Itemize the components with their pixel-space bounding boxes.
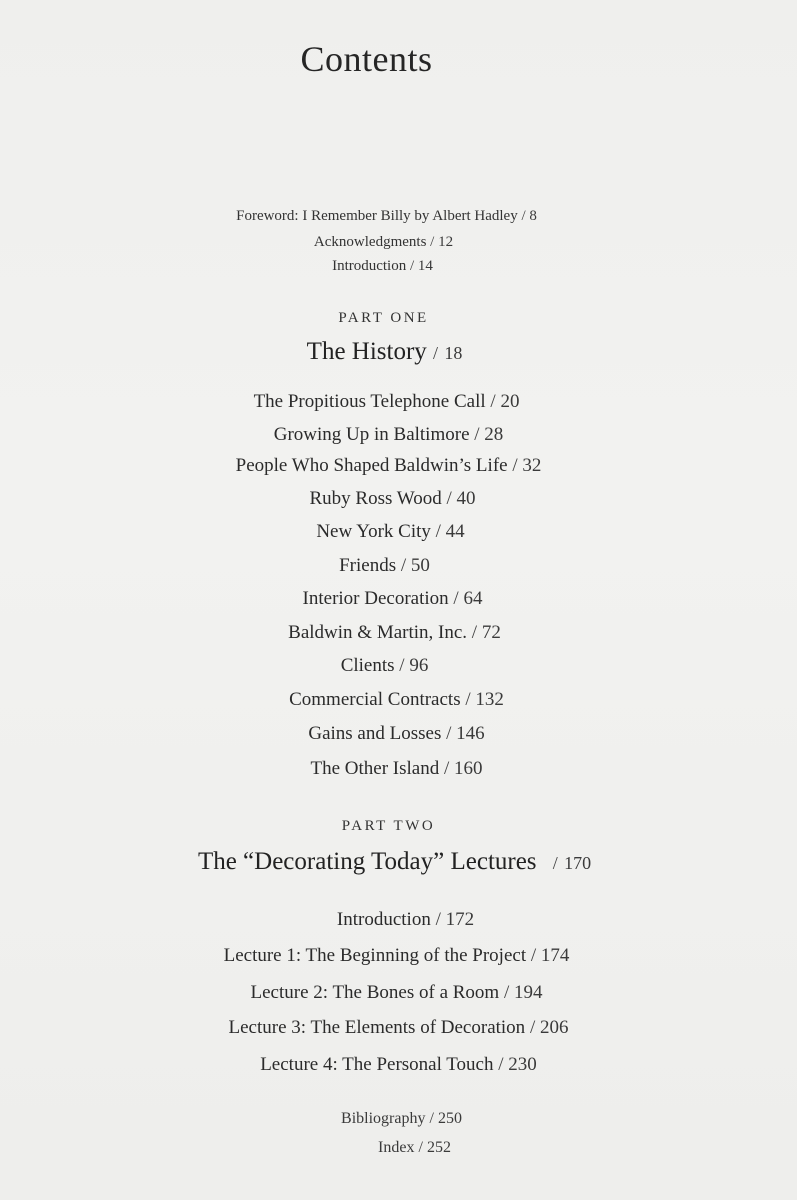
entry-label: Ruby Ross Wood xyxy=(309,488,442,509)
entry-separator: / xyxy=(521,208,526,224)
entry-separator: / xyxy=(435,909,441,930)
entry-separator: / xyxy=(409,258,415,274)
part-one-label: PART ONE xyxy=(338,310,429,326)
entry-page: 28 xyxy=(484,424,504,445)
entry-label: Growing Up in Baltimore xyxy=(273,424,470,445)
entry-label: Foreword: I Remember Billy by Albert Hadley xyxy=(236,208,518,224)
entry-separator: / xyxy=(474,424,480,445)
entry-page: 250 xyxy=(437,1110,462,1127)
toc-entry xyxy=(0,1017,797,1039)
part-one-title: The History xyxy=(306,338,427,365)
entry-label: Lecture 1: The Beginning of the Project xyxy=(223,945,527,966)
entry-page: 14 xyxy=(417,258,433,274)
entry-page: 8 xyxy=(529,208,537,224)
entry-separator: / xyxy=(446,488,452,509)
toc-entry xyxy=(0,689,795,711)
entry-separator: / xyxy=(429,1110,434,1127)
entry-page: 40 xyxy=(456,488,476,509)
entry-page: 72 xyxy=(481,622,501,643)
entry-separator: / xyxy=(400,555,407,576)
part-two-page: 170 xyxy=(564,853,592,873)
toc-entry xyxy=(0,391,785,413)
entry-page: 172 xyxy=(445,909,475,930)
entry-label: Baldwin & Martin, Inc. xyxy=(288,622,468,643)
entry-page: 252 xyxy=(426,1139,451,1156)
toc-entry xyxy=(0,588,791,610)
entry-page: 160 xyxy=(454,758,483,779)
entry-separator: / xyxy=(418,1139,423,1156)
entry-label: Clients xyxy=(340,655,395,676)
entry-page: 132 xyxy=(475,689,504,710)
entry-page: 230 xyxy=(508,1054,537,1075)
toc-entry xyxy=(0,521,789,543)
toc-entry xyxy=(0,424,787,446)
entry-page: 96 xyxy=(409,655,429,676)
entry-label: New York City xyxy=(316,521,431,542)
part-one-heading xyxy=(0,338,783,366)
entry-separator: / xyxy=(512,455,518,476)
entry-label: Interior Decoration xyxy=(302,588,449,609)
entry-label: The Propitious Telephone Call xyxy=(253,391,486,412)
entry-page: 50 xyxy=(410,555,430,576)
toc-entry xyxy=(0,1054,797,1076)
entry-separator: / xyxy=(435,521,441,542)
entry-page: 146 xyxy=(456,723,485,744)
entry-label: Lecture 3: The Elements of Decoration xyxy=(228,1017,526,1038)
toc-entry-bibliography xyxy=(3,1110,797,1128)
entry-label: Acknowledgments xyxy=(313,234,427,250)
part-one-page: 18 xyxy=(444,343,463,363)
entry-separator: / xyxy=(471,622,478,643)
toc-entry-introduction xyxy=(0,258,781,275)
entry-page: 206 xyxy=(539,1017,569,1038)
entry-separator: / xyxy=(399,655,405,676)
toc-entry-index xyxy=(16,1139,797,1157)
entry-label: Index xyxy=(378,1139,415,1156)
entry-label: Gains and Losses xyxy=(308,723,442,744)
entry-page: 32 xyxy=(522,455,542,476)
entry-separator: / xyxy=(443,758,450,779)
entry-page: 20 xyxy=(500,391,520,412)
toc-entry xyxy=(0,455,787,477)
toc-entry xyxy=(0,655,783,677)
entry-label: Introduction xyxy=(332,258,407,274)
entry-separator: / xyxy=(433,343,439,363)
toc-entry xyxy=(7,909,797,931)
part-two-heading xyxy=(0,848,793,876)
entry-page: 174 xyxy=(540,945,570,966)
toc-entry-foreword xyxy=(0,208,785,225)
toc-entry xyxy=(0,622,793,644)
entry-label: The Other Island xyxy=(310,758,440,779)
toc-entry xyxy=(0,488,791,510)
toc-entry xyxy=(0,723,795,745)
entry-separator: / xyxy=(430,234,435,250)
entry-label: Bibliography xyxy=(341,1110,426,1127)
toc-entry xyxy=(0,758,795,780)
entry-label: Lecture 4: The Personal Touch xyxy=(260,1054,494,1075)
entry-separator: / xyxy=(446,723,452,744)
entry-label: Friends xyxy=(339,555,397,576)
toc-entry-acknowledgments xyxy=(0,234,782,251)
entry-separator: / xyxy=(498,1054,504,1075)
entry-label: Introduction xyxy=(336,909,431,930)
part-two-title: The “Decorating Today” Lectures xyxy=(197,848,537,875)
entry-separator: / xyxy=(453,588,459,609)
entry-separator: / xyxy=(552,853,558,873)
part-two-label: PART TWO xyxy=(341,818,436,834)
entry-separator: / xyxy=(529,1017,536,1038)
entry-label: Lecture 2: The Bones of a Room xyxy=(250,982,500,1003)
entry-page: 194 xyxy=(513,982,543,1003)
entry-label: People Who Shaped Baldwin’s Life xyxy=(235,455,508,476)
toc-entry xyxy=(0,555,783,577)
toc-entry xyxy=(0,982,795,1004)
page-title: Contents xyxy=(300,39,433,79)
toc-entry xyxy=(0,945,795,967)
entry-page: 44 xyxy=(445,521,465,542)
entry-separator: / xyxy=(530,945,537,966)
entry-page: 64 xyxy=(463,588,483,609)
entry-label: Commercial Contracts xyxy=(289,689,461,710)
entry-separator: / xyxy=(465,689,471,710)
entry-separator: / xyxy=(503,982,510,1003)
entry-separator: / xyxy=(490,391,496,412)
entry-page: 12 xyxy=(438,234,454,250)
